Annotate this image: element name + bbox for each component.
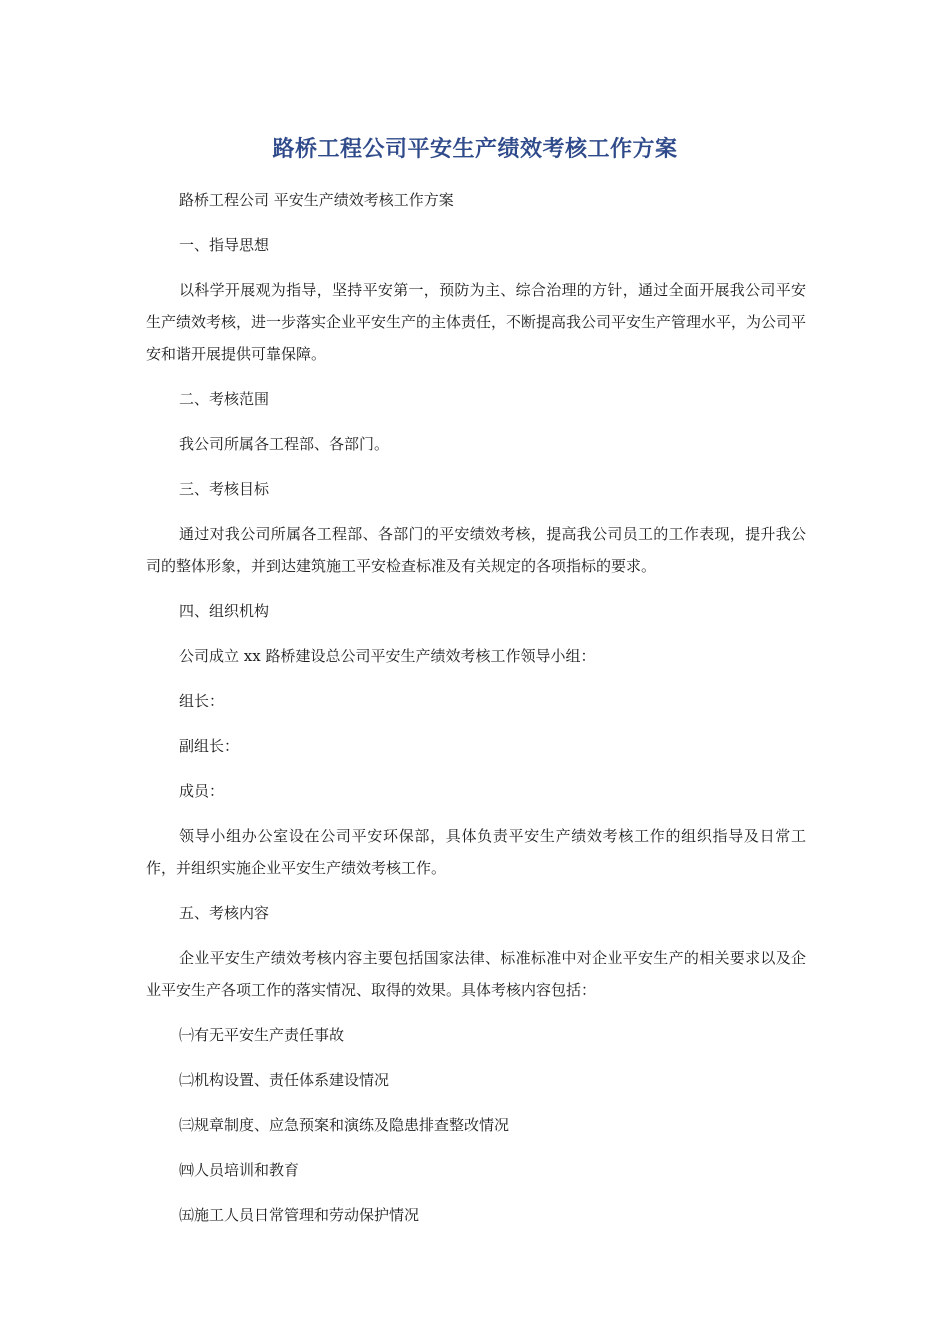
section-heading: 三、考核目标 — [179, 480, 270, 498]
list-item: ㈡机构设置、责任体系建设情况 — [179, 1071, 390, 1089]
list-item: ㈢规章制度、应急预案和演练及隐患排查整改情况 — [179, 1116, 510, 1134]
body-paragraph: 企业平安生产绩效考核内容主要包括国家法律、标准标准中对企业平安生产的相关要求以及企业平安生产各项工作的落实情况、取得的效果。具体考核内容包括： — [146, 949, 806, 999]
body-paragraph: 领导小组办公室设在公司平安环保部，具体负责平安生产绩效考核工作的组织指导及日常工作，并组织实施企业平安生产绩效考核工作。 — [146, 827, 806, 877]
role-line-deputy: 副组长： — [179, 737, 240, 755]
section-heading: 二、考核范围 — [179, 390, 270, 408]
body-paragraph: 以科学开展观为指导，坚持平安第一，预防为主、综合治理的方针，通过全面开展我公司平安生产绩效考核，进一步落实企业平安生产的主体责任，不断提高我公司平安生产管理水平，为公司平安和谐开展提供可靠保障。 — [146, 281, 807, 363]
section-heading: 五、考核内容 — [179, 904, 270, 922]
body-paragraph: 通过对我公司所属各工程部、各部门的平安绩效考核，提高我公司员工的工作表现，提升我公司的整体形象，并到达建筑施工平安检查标准及有关规定的各项指标的要求。 — [146, 525, 806, 575]
body-paragraph: 公司成立 xx 路桥建设总公司平安生产绩效考核工作领导小组： — [179, 647, 596, 665]
role-line-leader: 组长： — [179, 692, 225, 710]
document-title: 路桥工程公司平安生产绩效考核工作方案 — [272, 137, 678, 162]
body-paragraph: 我公司所属各工程部、各部门。 — [179, 435, 390, 453]
section-heading: 一、指导思想 — [179, 236, 270, 254]
document-body — [146, 184, 806, 1231]
list-item: ㈠有无平安生产责任事故 — [179, 1026, 345, 1044]
section-heading: 四、组织机构 — [179, 602, 270, 620]
subtitle-line: 路桥工程公司 平安生产绩效考核工作方案 — [179, 191, 454, 209]
list-item: ㈣人员培训和教育 — [179, 1161, 300, 1179]
list-item: ㈤施工人员日常管理和劳动保护情况 — [179, 1206, 420, 1224]
role-line-members: 成员： — [179, 782, 225, 800]
